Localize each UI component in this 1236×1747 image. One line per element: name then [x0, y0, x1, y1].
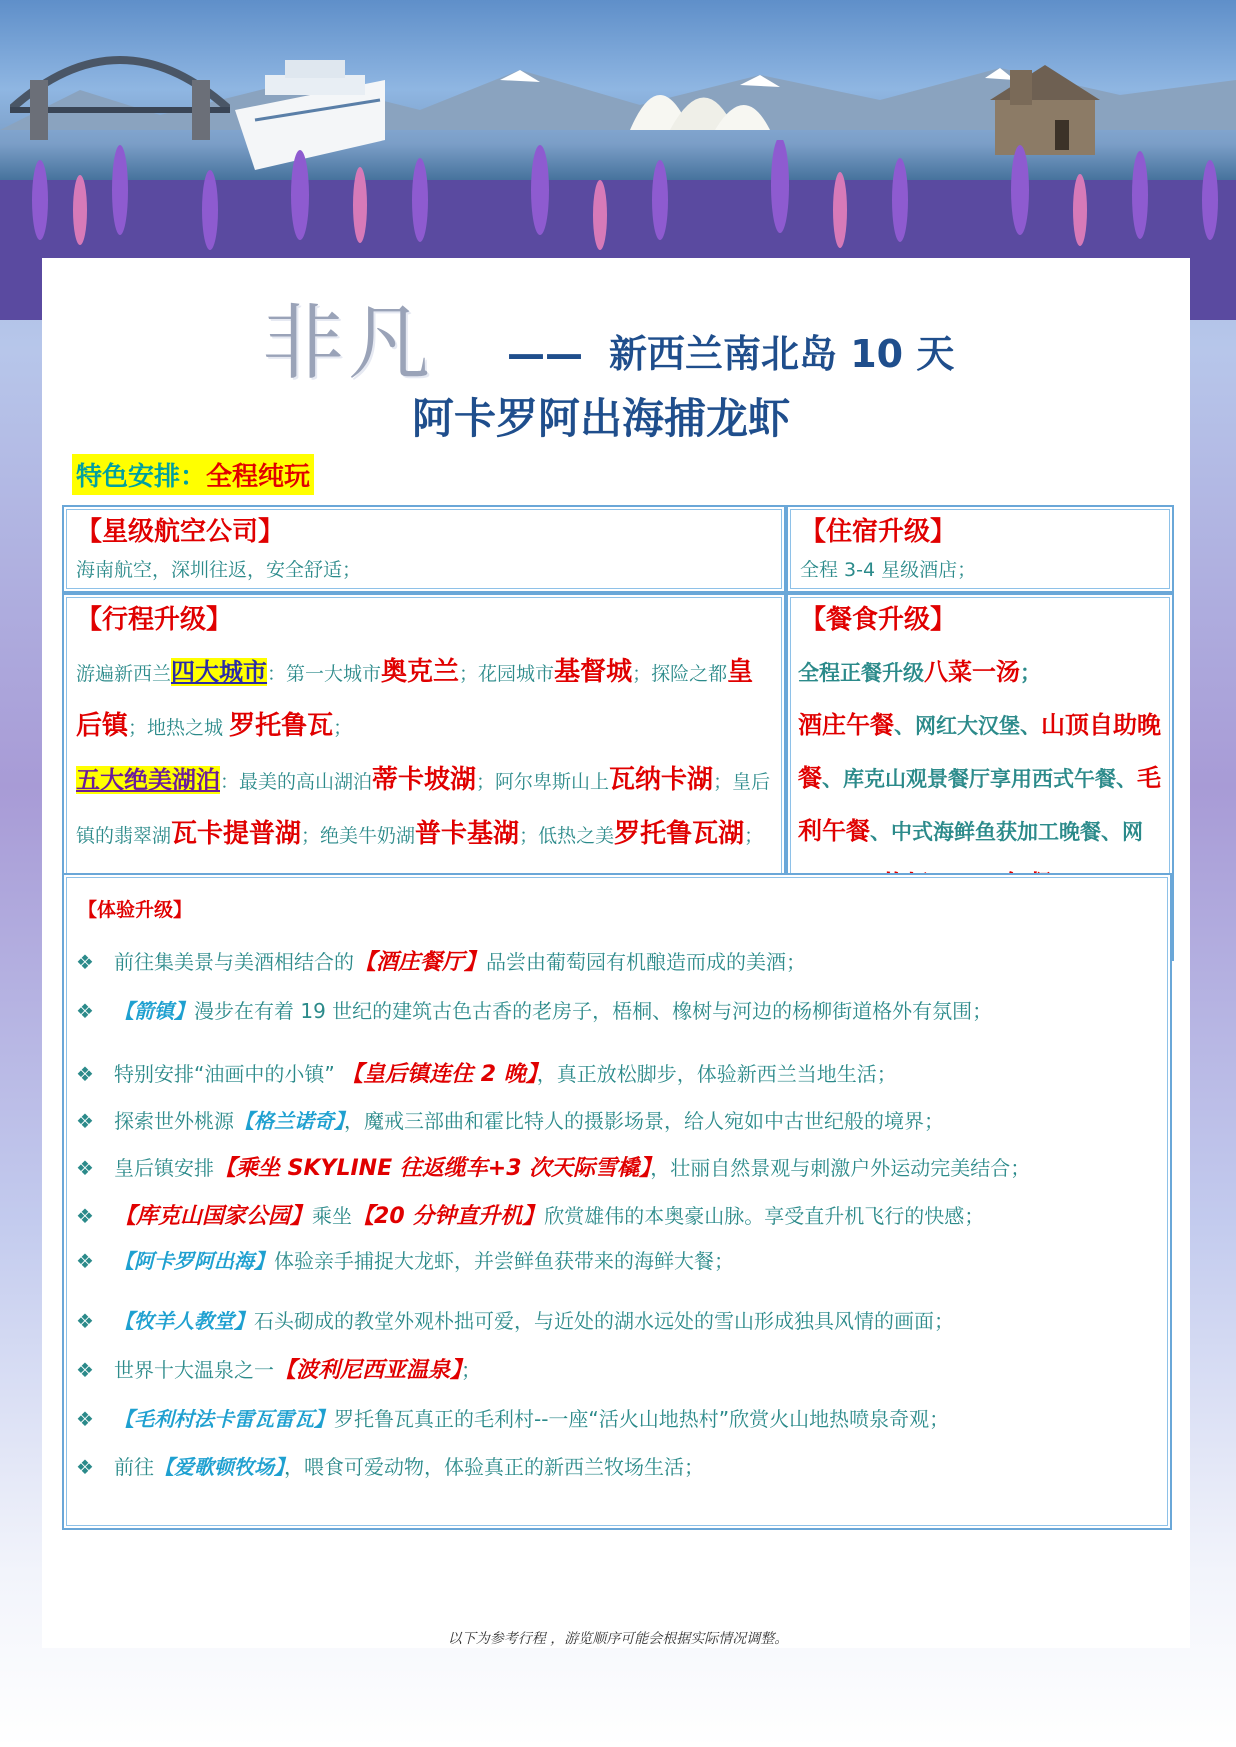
text: 漫步在有着 19 世纪的建筑古色古香的老房子，梧桐、橡树与河边的杨柳街道格外有氛围；: [194, 999, 993, 1023]
content-card: [42, 258, 1190, 1648]
lake-tekapo: 蒂卡坡湖: [372, 765, 477, 795]
meal-text: [788, 646, 1172, 911]
text: ；地热之城: [128, 717, 230, 739]
list-item: [76, 1199, 984, 1230]
text: ：最美的高山湖泊: [220, 771, 373, 793]
highlight: 【阿卡罗阿出海】: [114, 1249, 274, 1273]
text: ；: [1020, 661, 1041, 685]
highlight: 【皇后镇连住 2 晚】: [341, 1062, 537, 1087]
text: ，喂食可爱动物，体验真正的新西兰牧场生活；: [284, 1455, 704, 1479]
itinerary-cities: [64, 646, 784, 754]
text: ；: [461, 1358, 482, 1382]
hotel-box: [786, 505, 1174, 593]
text: ，魔戒三部曲和霍比特人的摄影场景，给人宛如中古世纪般的境界；: [344, 1109, 944, 1133]
text: ；低热之美: [519, 825, 615, 847]
highlight-four-cities: 四大城市: [171, 658, 268, 686]
list-item: [76, 1057, 897, 1088]
meal-eight-dishes: 八菜一汤: [924, 658, 1020, 686]
text: 欣赏雄伟的本奥豪山脉。享受直升机飞行的快感；: [544, 1204, 985, 1228]
bullet-icon: ❖: [76, 1249, 94, 1273]
title-dash: ——: [507, 332, 583, 376]
meal-summit-buffet: 山顶自助晚餐: [798, 711, 1161, 792]
bullet-icon: ❖: [76, 999, 94, 1023]
highlight: 【乘坐 SKYLINE 往返缆车+3 次天际雪橇】: [214, 1156, 651, 1181]
list-item: [76, 945, 806, 976]
meal-maori-lunch: 毛利午餐: [798, 764, 1161, 845]
list-item: [76, 1245, 734, 1274]
text: ；探险之都: [632, 663, 728, 685]
highlight: 【20 分钟直升机】: [352, 1204, 545, 1229]
text: ；: [333, 717, 353, 739]
footnote: 以下为参考行程 ，游览顺序可能会根据实际情况调整。: [447, 1631, 789, 1647]
list-item: [76, 1305, 954, 1334]
title-line-1: [507, 323, 954, 378]
text: ；花园城市: [459, 663, 555, 685]
hotel-header: 【住宿升级】: [800, 517, 957, 547]
bullet-icon: ❖: [76, 1204, 94, 1228]
text: ；阿尔卑斯山上: [476, 771, 610, 793]
experience-box: [62, 873, 1172, 1530]
title-block: [42, 258, 1190, 448]
text: 探索世外桃源: [114, 1109, 234, 1133]
opera-house-graphic: [620, 55, 780, 135]
text: ；皇后镇的翡翠湖: [76, 771, 771, 847]
bullet-icon: ❖: [76, 1407, 94, 1431]
text: 品尝由葡萄园有机酿造而成的美酒；: [486, 950, 807, 974]
list-item: [76, 1451, 704, 1480]
bullet-icon: ❖: [76, 1358, 94, 1382]
highlight: 【格兰诺奇】: [234, 1109, 344, 1133]
lake-wakatipu: 瓦卡提普湖: [171, 819, 302, 849]
text: 、网红大汉堡、: [894, 714, 1041, 738]
special-value: 全程纯玩: [206, 462, 311, 492]
text: 前往集美景与美酒相结合的: [114, 950, 354, 974]
city-queenstown: 皇后镇: [76, 657, 754, 741]
text: 乘坐: [312, 1204, 353, 1228]
city-auckland: 奥克兰: [381, 657, 460, 687]
title-line-2: 阿卡罗阿出海捕龙虾: [412, 394, 791, 443]
text: 世界十大温泉之一: [114, 1358, 274, 1382]
brand-logo: 非凡: [262, 296, 435, 391]
title-main: 新西兰南北岛 10 天: [609, 332, 955, 376]
harbour-bridge-graphic: [10, 20, 230, 140]
text: 石头砌成的教堂外观朴拙可爱，与近处的湖水远处的雪山形成独具风情的画面；: [254, 1309, 954, 1333]
highlight: 【毛利村法卡雷瓦雷瓦】: [114, 1407, 334, 1431]
text: 全程正餐升级: [798, 661, 924, 685]
special-arrangement: [72, 454, 314, 495]
airline-box: [62, 505, 786, 593]
text: ，壮丽自然景观与刺激户外运动完美结合；: [650, 1156, 1031, 1180]
meal-header: 【餐食升级】: [800, 605, 957, 635]
list-item: [76, 1151, 1030, 1182]
list-item: [76, 995, 992, 1024]
text: 、库克山观景餐厅享用西式午餐、: [822, 767, 1137, 791]
itinerary-header: 【行程升级】: [76, 605, 233, 635]
airline-header: 【星级航空公司】: [76, 517, 285, 547]
bullet-icon: ❖: [76, 950, 94, 974]
list-item: [76, 1105, 944, 1134]
highlight: 【爱歌顿牧场】: [154, 1455, 284, 1479]
lake-wanaka: 瓦纳卡湖: [609, 765, 714, 795]
text: ；: [744, 825, 764, 847]
city-christchurch: 基督城: [554, 657, 633, 687]
airline-text: 海南航空，深圳往返，安全舒适；: [76, 559, 362, 581]
itinerary-lakes: [64, 754, 784, 862]
experience-header: 【体验升级】: [78, 899, 193, 921]
text: 特别安排“油画中的小镇”: [114, 1062, 342, 1086]
highlight: 【波利尼西亚温泉】: [274, 1358, 462, 1383]
highlight: 【牧羊人教堂】: [114, 1309, 254, 1333]
text: 前往: [114, 1455, 154, 1479]
list-item: [76, 1353, 481, 1384]
highlight: 【箭镇】: [114, 999, 194, 1023]
highlight: 【库克山国家公园】: [114, 1204, 313, 1229]
text: ，真正放松脚步，体验新西兰当地生活；: [536, 1062, 897, 1086]
highlight-five-lakes: 五大绝美湖泊: [76, 766, 220, 794]
lake-rotorua: 罗托鲁瓦湖: [614, 819, 745, 849]
bullet-icon: ❖: [76, 1455, 94, 1479]
hotel-text: 全程 3-4 星级酒店；: [800, 559, 977, 581]
meal-winery-lunch: 酒庄午餐: [798, 711, 894, 739]
bullet-icon: ❖: [76, 1109, 94, 1133]
text: 罗托鲁瓦真正的毛利村--一座“活火山地热村”欣赏火山地热喷泉奇观；: [334, 1407, 950, 1431]
list-item: [76, 1403, 949, 1432]
text: 游遍新西兰: [76, 663, 172, 685]
lake-pukaki: 普卡基湖: [415, 819, 520, 849]
text: 体验亲手捕捉大龙虾，并尝鲜鱼获带来的海鲜大餐；: [274, 1249, 734, 1273]
bullet-icon: ❖: [76, 1062, 94, 1086]
bullet-icon: ❖: [76, 1309, 94, 1333]
city-rotorua: 罗托鲁瓦: [229, 711, 334, 741]
text: 皇后镇安排: [114, 1156, 214, 1180]
text: 、中式海鲜鱼获加工晚餐、网: [870, 820, 1143, 844]
highlight: 【酒庄餐厅】: [354, 950, 487, 975]
bullet-icon: ❖: [76, 1156, 94, 1180]
special-label: 特色安排：: [76, 462, 207, 492]
text: ：第一大城市: [267, 663, 382, 685]
text: ；绝美牛奶湖: [301, 825, 416, 847]
